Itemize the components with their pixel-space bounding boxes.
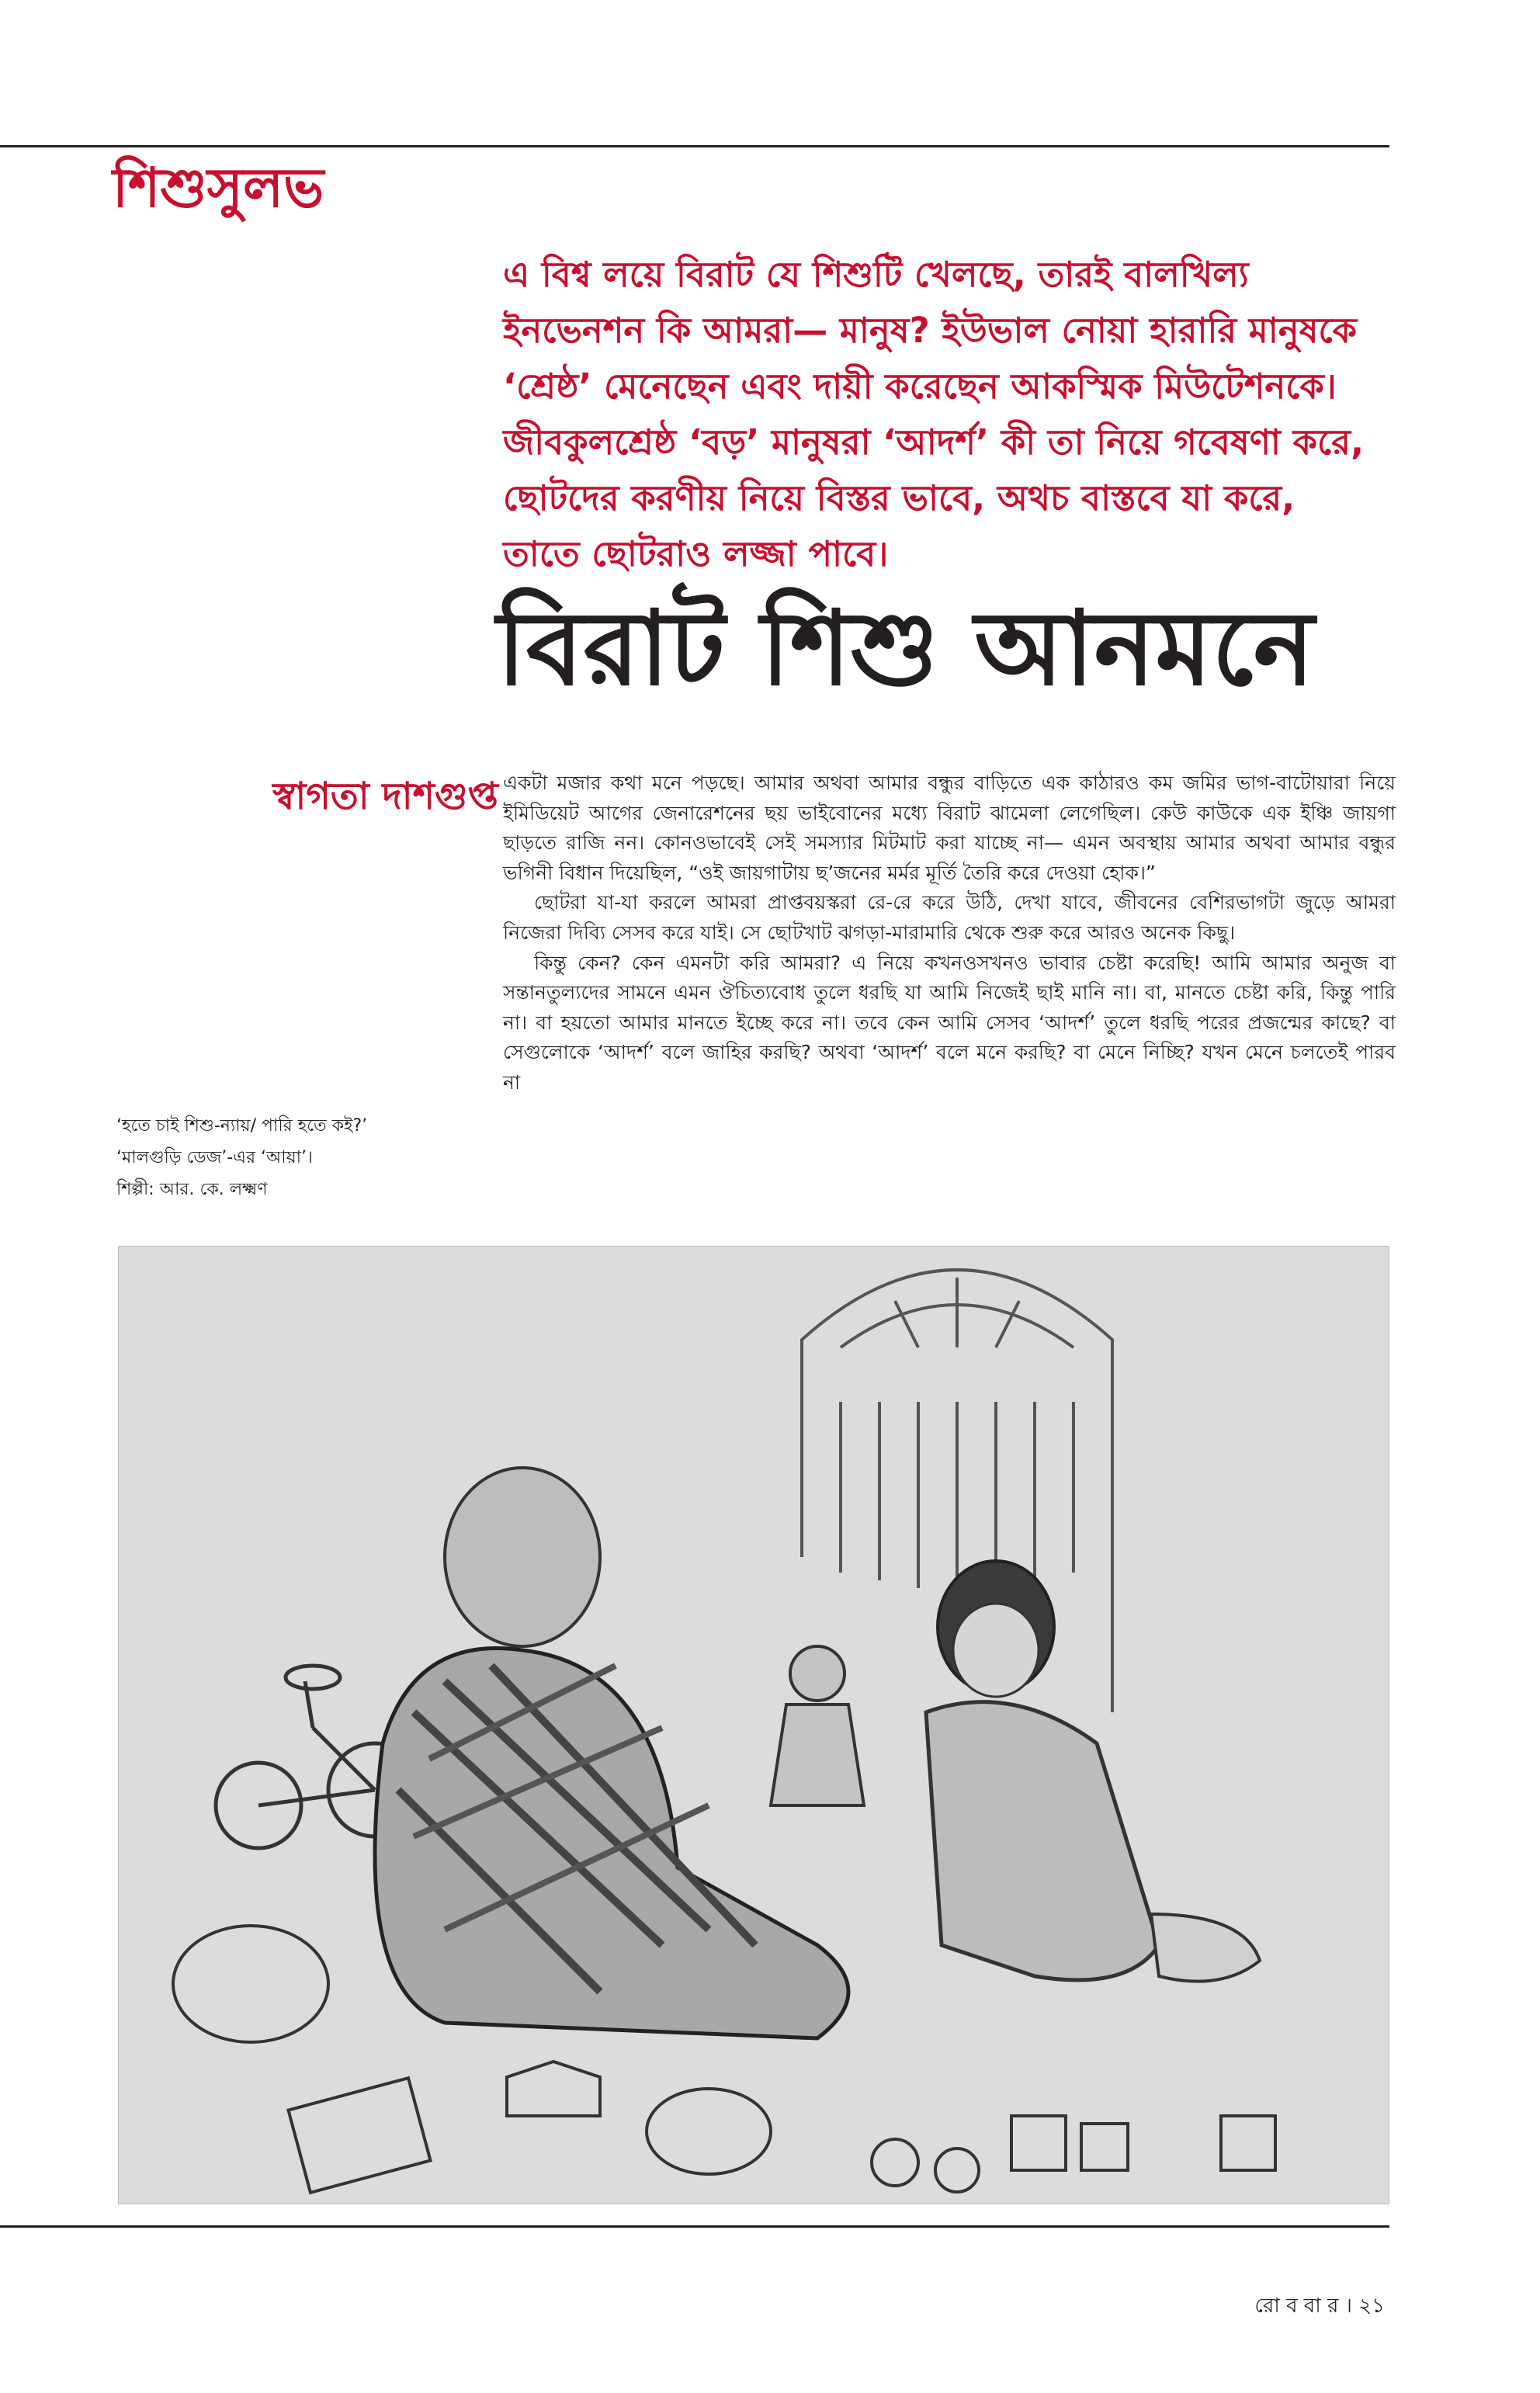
illustration: [118, 1246, 1389, 2204]
page-footer: রো ব বা র । ২১: [1254, 2294, 1385, 2318]
caption-line: ‘হতে চাই শিশু-ন্যায়/ পারি হতে কই?’: [116, 1116, 368, 1136]
section-label: শিশুসুলভ: [113, 155, 324, 220]
article-body: [503, 768, 1396, 1098]
top-rule: [0, 145, 1389, 147]
author-byline: স্বাগতা দাশগুপ্ত: [272, 775, 498, 818]
body-paragraph: একটা মজার কথা মনে পড়ছে। আমার অথবা আমার বন্ধুর বাড়িতে এক কাঠারও কম জমির ভাগ-বাটোয়ারা নিয়ে ইমিডিয়েট আগের জেনারেশনের ছয় ভাইবোনের মধ্যে বিরাট ঝামেলা লেগেছিল। কেউ কাউকে এক ইঞ্চি জায়গা ছাড়তে রাজি নন। কোনওভাবেই সেই সমস্যার মিটমাট করা যাচ্ছে না— এমন অবস্থায় আমার অথবা আমার বন্ধুর ভগিনী বিধান দিয়েছিল, “ওই জায়গাটায় ছ’জনের মর্মর মূর্তি তৈরি করে দেওয়া হোক।”: [503, 772, 1396, 884]
body-paragraph: কিন্তু কেন? কেন এমনটা করি আমরা? এ নিয়ে কখনওসখনও ভাবার চেষ্টা করেছি! আমি আমার অনুজ বা সন্তানতুল্যদের সামনে এমন ঔচিত্যবোধ তুলে ধরছি যা আমি নিজেই ছাই মানি না। বা, মানতে চেষ্টা করি, কিন্তু পারি না। বা হয়তো আমার মানতে ইচ্ছে করে না। তবে কেন আমি সেসব ‘আদর্শ’ তুলে ধরছি পরের প্রজন্মের কাছে? বা সেগুলোকে ‘আদর্শ’ বলে জাহির করছি? অথবা ‘আদর্শ’ বলে মনে করছি? বা মেনে নিচ্ছি? যখন মেনে চলতেই পারব না: [503, 951, 1396, 1094]
caption-line: ‘মালগুড়ি ডেজ’-এর ‘আয়া’।: [116, 1148, 313, 1167]
headline: বিরাট শিশু আনমনে: [497, 588, 1315, 709]
bottom-rule: [0, 2225, 1389, 2228]
standfirst: এ বিশ্ব লয়ে বিরাট যে শিশুটি খেলছে, তারই বালখিল্য ইনভেনশন কি আমরা— মানুষ? ইউভাল নোয়া হারারি মানুষকে ‘শ্রেষ্ঠ’ মেনেছেন এবং দায়ী করেছেন আকস্মিক মিউটেশনকে। জীবকুলশ্রেষ্ঠ ‘বড়’ মানুষরা ‘আদর্শ’ কী তা নিয়ে গবেষণা করে, ছোটদের করণীয় নিয়ে বিস্তর ভাবে, অথচ বাস্তবে যা করে, তাতে ছোটরাও লজ্জা পাবে।: [503, 254, 1365, 574]
cartoon-drawing: [119, 1247, 1389, 2204]
illustration-caption: [116, 1110, 458, 1205]
caption-line: শিল্পী: আর. কে. লক্ষ্মণ: [116, 1180, 268, 1199]
body-paragraph: ছোটরা যা-যা করলে আমরা প্রাপ্তবয়স্করা রে-রে করে উঠি, দেখা যাবে, জীবনের বেশিরভাগটা জুড়ে আমরা নিজেরা দিব্যি সেসব করে যাই। সে ছোটখাট ঝগড়া-মারামারি থেকে শুরু করে আরও অনেক কিছু।: [503, 891, 1396, 944]
